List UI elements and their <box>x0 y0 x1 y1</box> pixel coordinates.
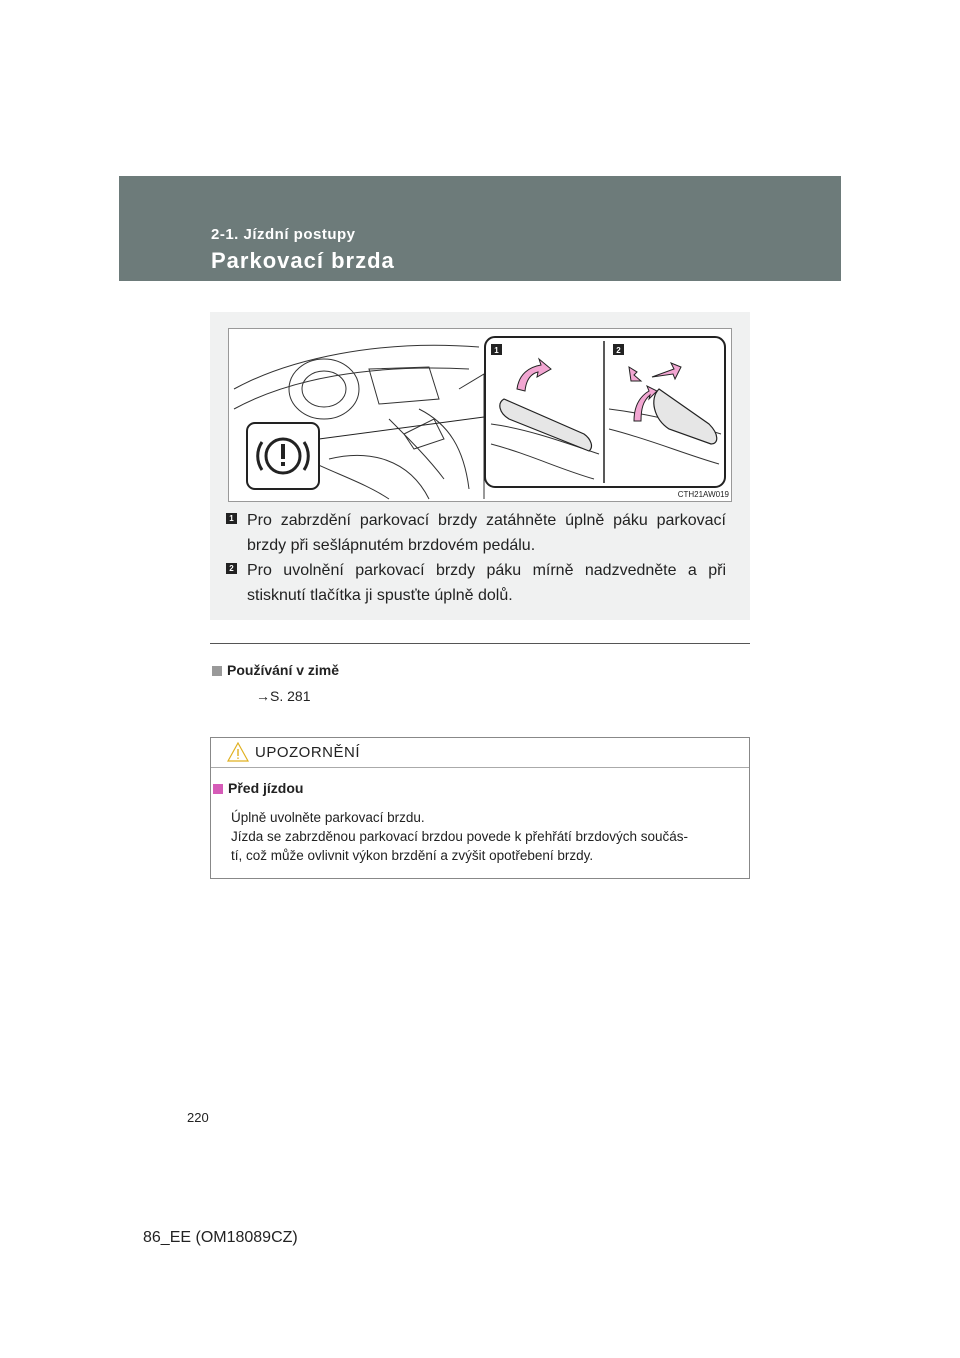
parking-brake-illustration <box>228 328 732 502</box>
note-title <box>212 662 339 678</box>
figure-box <box>210 312 750 620</box>
figure-code: CTH21AW019 <box>677 490 729 499</box>
warning-line: Jízda se zabrzděnou parkovací brzdou povede k přehřátí brzdových součás- <box>231 829 689 844</box>
step-number-badge: 1 <box>226 513 237 524</box>
section-header <box>119 176 841 281</box>
step-text: Pro uvolnění parkovací brzdy páku mírně nadzvedněte a při stisknutí tlačítka ji spusťte úplně dolů. <box>247 562 726 604</box>
step-text: Pro zabrzdění parkovací brzdy zatáhněte úplně páku parkovací brzdy při sešlápnutém brzdovém pedálu. <box>247 512 726 554</box>
warning-header <box>211 738 749 768</box>
panel-label-2: 2 <box>616 346 621 355</box>
section-label: 2-1. Jízdní postupy <box>211 226 356 243</box>
warning-title: UPOZORNĚNÍ <box>255 744 361 761</box>
square-bullet-icon <box>212 666 222 676</box>
page-reference-link[interactable]: →S. 281 <box>256 688 311 704</box>
panel-label-1: 1 <box>494 346 499 355</box>
warning-subtitle-text: Před jízdou <box>228 780 304 796</box>
page-number: 220 <box>187 1110 209 1125</box>
step-number-badge: 2 <box>226 563 237 574</box>
warning-line: Úplně uvolněte parkovací brzdu. <box>231 810 425 825</box>
illustration-drawing <box>229 329 731 501</box>
step-2 <box>226 558 726 608</box>
warning-triangle-icon <box>227 742 249 762</box>
warning-line: tí, což může ovlivnit výkon brzdění a zvýšit opotřebení brzdy. <box>231 848 594 863</box>
step-1 <box>226 508 726 558</box>
divider <box>210 643 750 644</box>
square-bullet-icon <box>213 784 223 794</box>
document-code: 86_EE (OM18089CZ) <box>143 1229 298 1246</box>
warning-subtitle <box>213 780 303 796</box>
page-title: Parkovací brzda <box>211 248 395 273</box>
warning-box <box>210 737 750 879</box>
note-title-text: Používání v zimě <box>227 662 340 678</box>
